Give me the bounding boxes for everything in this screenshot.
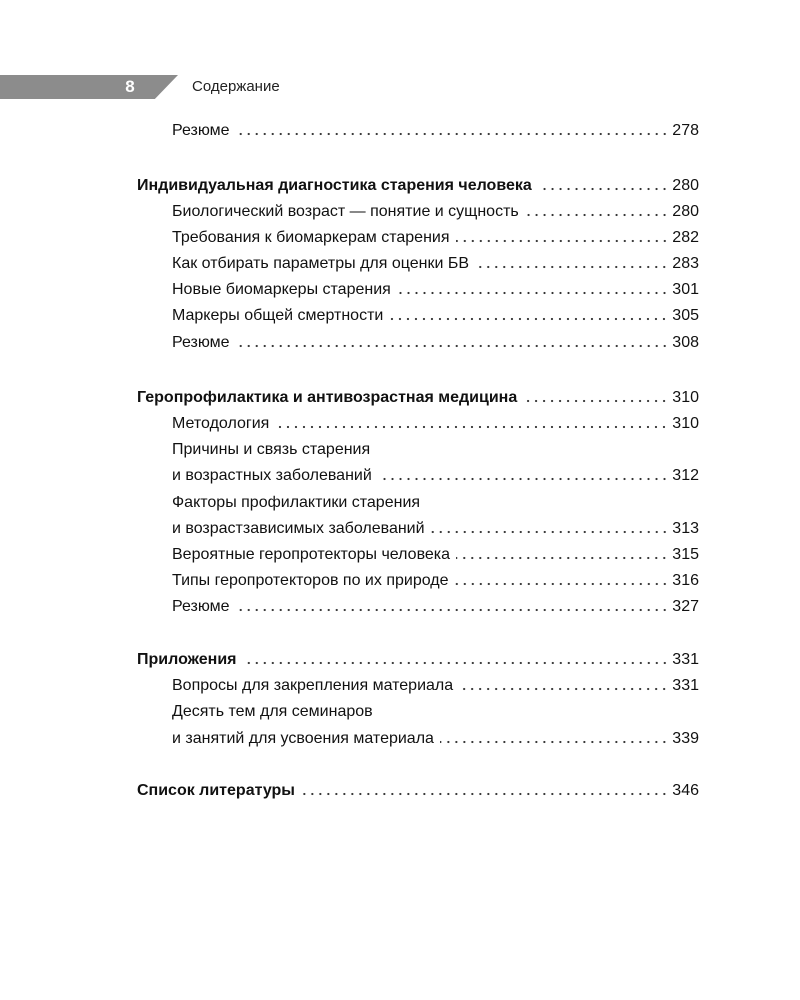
- toc-entry-title: Новые биомаркеры старения: [172, 281, 391, 298]
- toc-entry[interactable]: [172, 515, 699, 539]
- toc-entry-title: Резюме: [172, 598, 230, 615]
- toc-entry-page: 313: [672, 520, 699, 537]
- toc-entry-title: Методология: [172, 415, 270, 432]
- dot-leader: [456, 556, 668, 560]
- dot-leader: [459, 687, 668, 691]
- dot-leader: [455, 582, 669, 586]
- toc-entry-title: Биологический возраст — понятие и сущность: [172, 203, 519, 220]
- dot-leader: [440, 740, 668, 744]
- toc-entry-title: Резюме: [172, 122, 230, 139]
- toc-entry-page: 301: [672, 281, 699, 298]
- running-header-title: Содержание: [192, 78, 280, 95]
- toc-entry[interactable]: [172, 117, 699, 141]
- toc-entry[interactable]: [172, 302, 699, 326]
- dot-leader: [389, 317, 668, 321]
- toc-entry[interactable]: [172, 725, 699, 749]
- toc-entry-title: и занятий для усвоения материала: [172, 730, 434, 747]
- page-number: 8: [125, 77, 135, 96]
- toc-entry-title: Резюме: [172, 334, 230, 351]
- toc-entry-line[interactable]: [172, 436, 699, 460]
- dot-leader: [301, 792, 668, 796]
- toc-entry-page: 312: [672, 467, 699, 484]
- toc-entry-page: 339: [672, 730, 699, 747]
- dot-leader: [275, 425, 668, 429]
- toc-entry[interactable]: [172, 276, 699, 300]
- dot-leader: [525, 213, 669, 217]
- toc-entry-title: Требования к биомаркерам старения: [172, 229, 450, 246]
- dot-leader: [397, 291, 669, 295]
- dot-leader: [456, 239, 669, 243]
- toc-entry-page: 310: [672, 415, 699, 432]
- toc-entry[interactable]: [172, 462, 699, 486]
- toc-entry-title: Вопросы для закрепления материала: [172, 677, 454, 694]
- toc-entry[interactable]: [172, 329, 699, 353]
- toc-entry[interactable]: [172, 567, 699, 591]
- toc-chapter[interactable]: [137, 646, 699, 670]
- toc-entry-page: 315: [672, 546, 699, 563]
- toc-chapter-title: Геропрофилактика и антивозрастная медицина: [137, 389, 518, 406]
- toc-entry[interactable]: [172, 198, 699, 222]
- toc-entry[interactable]: [172, 410, 699, 434]
- dot-leader: [538, 187, 669, 191]
- toc-entry[interactable]: [172, 250, 699, 274]
- toc-entry-line[interactable]: [172, 698, 699, 722]
- toc-entry-page: 282: [672, 229, 699, 246]
- toc-entry-title: Вероятные геропротекторы человека: [172, 546, 451, 563]
- dot-leader: [475, 265, 668, 269]
- toc-chapter-title: Список литературы: [137, 782, 295, 799]
- toc-entry[interactable]: [172, 224, 699, 248]
- toc-entry-title: и возрастзависимых заболеваний: [172, 520, 425, 537]
- toc-chapter[interactable]: [137, 384, 699, 408]
- toc-entry-title: Десять тем для семинаров: [172, 703, 373, 720]
- toc-entry[interactable]: [172, 541, 699, 565]
- toc-chapter[interactable]: [137, 172, 699, 196]
- toc-entry-page: 316: [672, 572, 699, 589]
- toc-entry-title: Маркеры общей смертности: [172, 307, 384, 324]
- toc-chapter-title: Приложения: [137, 651, 237, 668]
- toc-entry-page: 327: [672, 598, 699, 615]
- toc-entry-title: Факторы профилактики старения: [172, 494, 421, 511]
- dot-leader: [378, 477, 669, 481]
- toc-entry-page: 280: [672, 203, 699, 220]
- dot-leader: [236, 608, 669, 612]
- toc-chapter-page: 346: [672, 782, 699, 799]
- toc-entry-page: 308: [672, 334, 699, 351]
- toc-chapter[interactable]: [137, 777, 699, 801]
- toc-entry-page: 283: [672, 255, 699, 272]
- toc-entry[interactable]: [172, 593, 699, 617]
- dot-leader: [236, 132, 669, 136]
- toc-entry-title: Как отбирать параметры для оценки БВ: [172, 255, 470, 272]
- toc-entry-title: Типы геропротекторов по их природе: [172, 572, 449, 589]
- toc-chapter-page: 310: [672, 389, 699, 406]
- dot-leader: [243, 661, 669, 665]
- toc-entry-page: 305: [672, 307, 699, 324]
- toc-entry-title: Причины и связь старения: [172, 441, 371, 458]
- dot-leader: [523, 399, 668, 403]
- toc-entry-page: 278: [672, 122, 699, 139]
- toc-chapter-title: Индивидуальная диагностика старения человека: [137, 177, 532, 194]
- dot-leader: [431, 530, 669, 534]
- dot-leader: [236, 344, 669, 348]
- toc-entry-line[interactable]: [172, 489, 699, 513]
- toc-entry[interactable]: [172, 672, 699, 696]
- toc-entry-title: и возрастных заболеваний: [172, 467, 372, 484]
- toc-entry-page: 331: [672, 677, 699, 694]
- toc-chapter-page: 280: [672, 177, 699, 194]
- toc-chapter-page: 331: [672, 651, 699, 668]
